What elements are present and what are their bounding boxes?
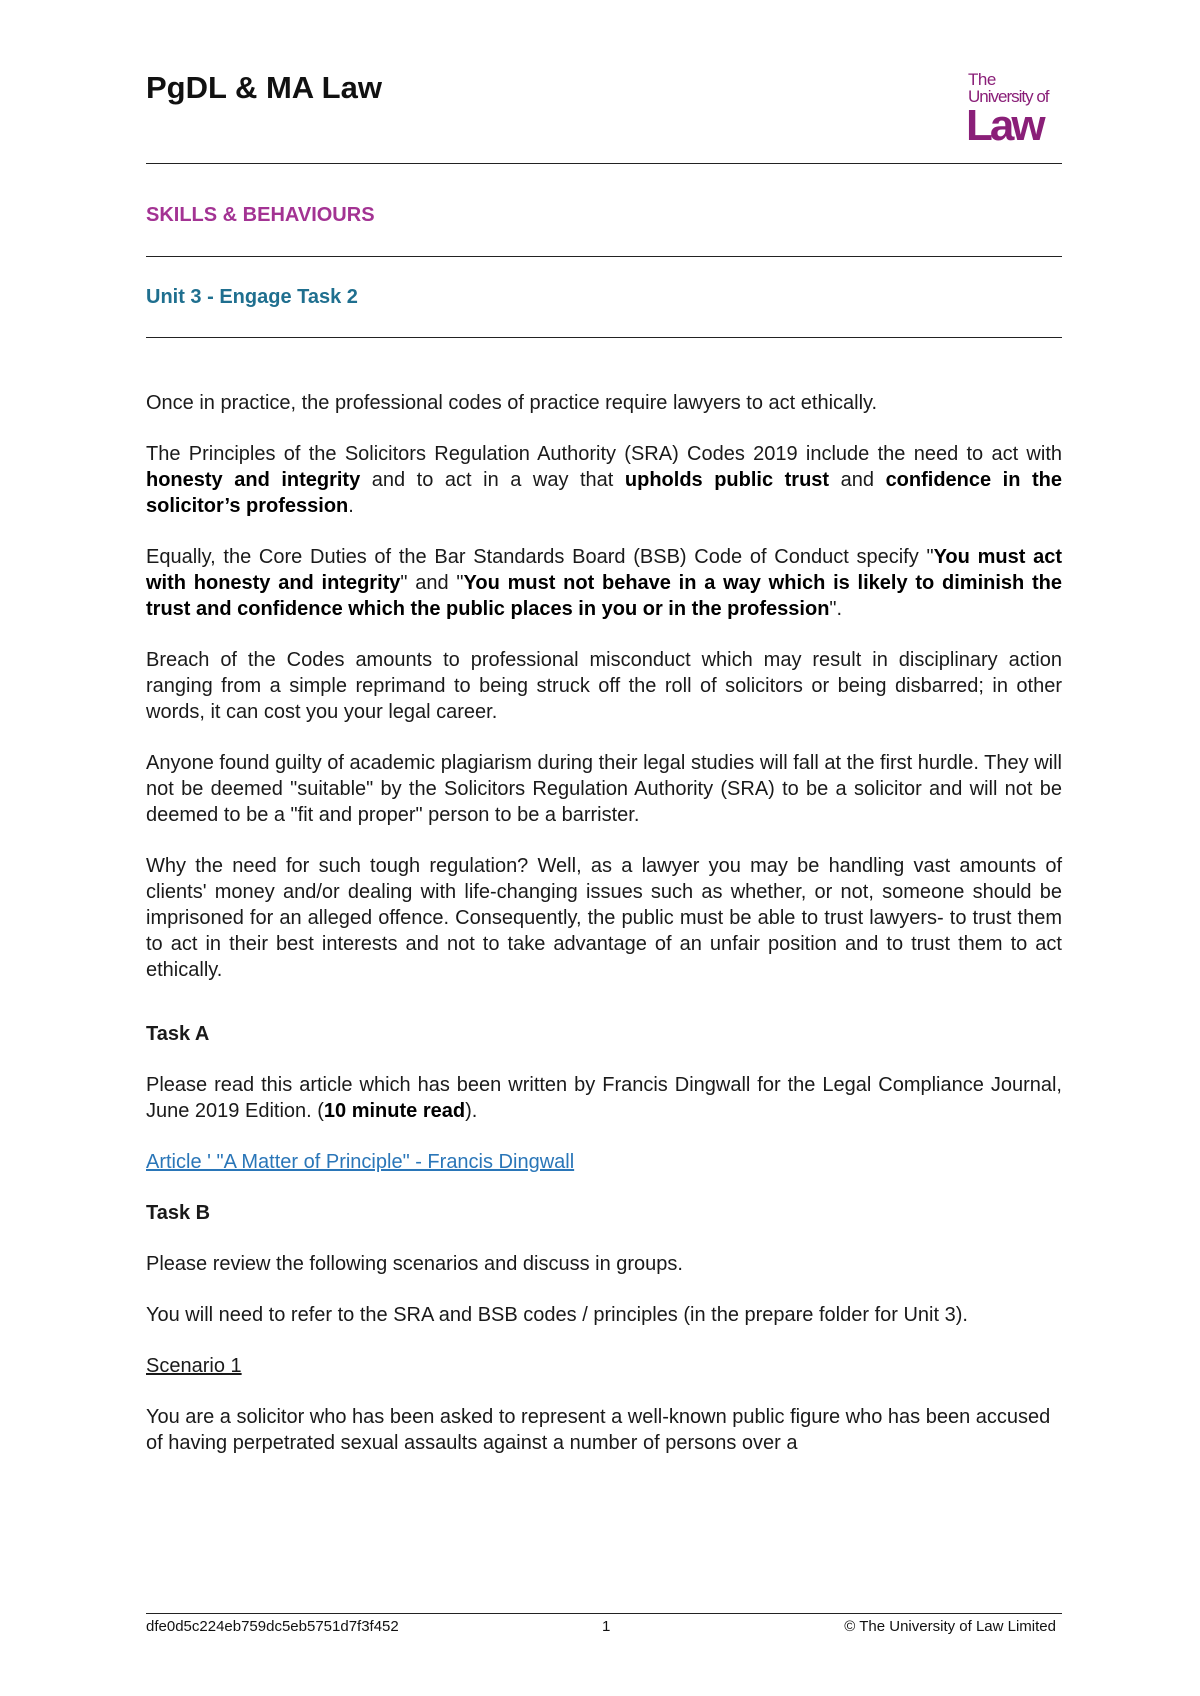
bold-text: honesty and integrity: [146, 469, 361, 491]
logo-line-the: The: [968, 70, 996, 89]
text-span: Equally, the Core Duties of the Bar Standards Board (BSB) Code of Conduct specify ": [146, 546, 934, 568]
paragraph-regulation: Why the need for such tough regulation? Well, as a lawyer you may be handling vast amounts of clients' money and/or dealing with life-changing issues such as whether, or not, someone should be imprisoned for an alleged offence. Consequently, the public must be able to trust lawyers- to trust them to act in their best interests and not to take advantage of an unfair position and to trust them to act ethically.: [146, 855, 1062, 981]
text-span: and: [829, 469, 886, 491]
section-title: SKILLS & BEHAVIOURS: [146, 204, 375, 226]
section-divider: [146, 256, 1062, 257]
paragraph-intro: Once in practice, the professional codes of practice require lawyers to act ethically.: [146, 392, 878, 414]
text-span: ".: [829, 598, 843, 620]
footer-document-id: dfe0d5c224eb759dc5eb5751d7f3f452: [146, 1618, 399, 1635]
article-link[interactable]: Article ' "A Matter of Principle" - Francis Dingwall: [146, 1151, 575, 1173]
task-a-link-paragraph: [146, 1149, 1062, 1175]
bold-text: upholds public trust: [624, 469, 830, 491]
footer-page-number: 1: [602, 1618, 611, 1635]
unit-divider: [146, 337, 1062, 338]
text-span: ).: [465, 1100, 478, 1122]
document-page: [146, 0, 1062, 1696]
text-span: " and ": [400, 572, 464, 594]
header-divider: [146, 163, 1062, 164]
task-a-text: [146, 1072, 1062, 1124]
task-b-reference: You will need to refer to the SRA and BSB codes / principles (in the prepare folder for Unit 3).: [146, 1304, 968, 1326]
paragraph-breach: Breach of the Codes amounts to professional misconduct which may result in disciplinary action ranging from a simple reprimand to being struck off the roll of solicitors or being disbarred; in other words, it can cost you your legal career.: [146, 649, 1062, 723]
document-body: [146, 390, 1062, 1481]
scenario-1-text: You are a solicitor who has been asked to represent a well-known public figure who has been accused of having perpetrated sexual assaults against a number of persons over a: [146, 1406, 1051, 1454]
bold-text: confidence in the solicitor’s profession: [146, 469, 1062, 517]
text-span: .: [348, 495, 354, 517]
bold-text: You must not behave in a way which is likely to diminish the trust and confidence which the public places in you or in the profession: [146, 572, 1062, 620]
document-header-title: PgDL & MA Law: [146, 70, 382, 105]
task-b-instruction: Please review the following scenarios and discuss in groups.: [146, 1253, 683, 1275]
bold-text: You must act with honesty and integrity: [146, 546, 1063, 594]
text-span: and to act in a way that: [360, 469, 625, 491]
task-a-heading: Task A: [146, 1023, 210, 1045]
logo-line-law: Law: [966, 101, 1043, 150]
bold-text: 10 minute read: [323, 1100, 466, 1122]
logo-line-university-of: University of: [968, 87, 1049, 106]
text-span: Please read this article which has been written by Francis Dingwall for the Legal Compliance Journal, June 2019 Edition. (: [146, 1074, 1062, 1122]
footer-copyright: © The University of Law Limited: [844, 1618, 1056, 1635]
text-span: The Principles of the Solicitors Regulation Authority (SRA) Codes 2019 include the need to act with: [146, 443, 1062, 465]
paragraph-bsb-duties: [146, 544, 1062, 622]
university-of-law-logo: [962, 70, 1062, 150]
scenario-1-heading: Scenario 1: [146, 1355, 242, 1377]
footer-divider: [146, 1613, 1062, 1614]
unit-title: Unit 3 - Engage Task 2: [146, 286, 358, 308]
task-b-heading: Task B: [146, 1202, 211, 1224]
paragraph-sra-principles: [146, 441, 1062, 519]
paragraph-plagiarism: Anyone found guilty of academic plagiarism during their legal studies will fall at the first hurdle. They will not be deemed "suitable" by the Solicitors Regulation Authority (SRA) to be a solicitor and will not be deemed to be a "fit and proper" person to be a barrister.: [146, 752, 1062, 826]
